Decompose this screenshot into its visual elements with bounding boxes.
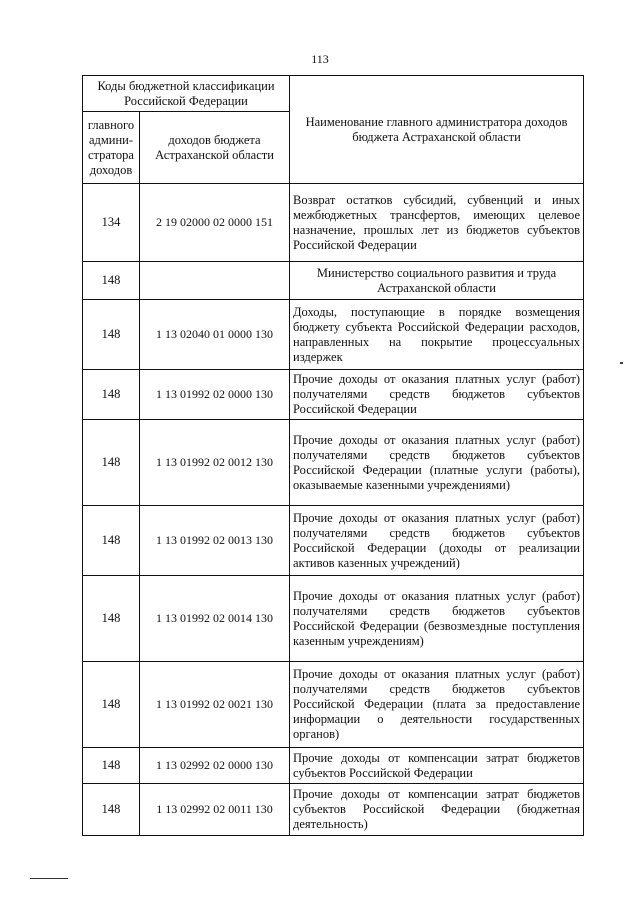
admin-code: 134 xyxy=(83,184,140,262)
admin-code: 148 xyxy=(83,576,140,662)
header-group-title: Коды бюджетной классификации Российской Федерации xyxy=(83,76,290,112)
income-code: 1 13 02992 02 0011 130 xyxy=(140,784,290,836)
table-row xyxy=(83,784,584,836)
income-name: Прочие доходы от компенсации затрат бюджетов субъектов Российской Федерации (бюджетная деятельность) xyxy=(290,784,584,836)
page-number: 113 xyxy=(311,52,329,66)
admin-code: 148 xyxy=(83,370,140,420)
income-name: Прочие доходы от компенсации затрат бюджетов субъектов Российской Федерации xyxy=(290,748,584,784)
admin-code: 148 xyxy=(83,262,140,300)
income-name: Прочие доходы от оказания платных услуг (работ) получателями средств бюджетов субъектов Российской Федерации (безвозмездные поступления казенным учреждениям) xyxy=(290,576,584,662)
income-code: 1 13 01992 02 0014 130 xyxy=(140,576,290,662)
admin-code: 148 xyxy=(83,662,140,748)
table-row xyxy=(83,370,584,420)
header-admin-column: главного админи-стратора доходов xyxy=(83,112,140,184)
admin-code: 148 xyxy=(83,420,140,506)
income-name: Прочие доходы от оказания платных услуг (работ) получателями средств бюджетов субъектов Российской Федерации (доходы от реализации активов казенных учреждений) xyxy=(290,506,584,576)
income-code: 1 13 01992 02 0000 130 xyxy=(140,370,290,420)
income-code: 2 19 02000 02 0000 151 xyxy=(140,184,290,262)
table-row xyxy=(83,420,584,506)
table-row xyxy=(83,576,584,662)
income-name: Доходы, поступающие в порядке возмещения бюджету субъекта Российской Федерации расходов, направленных на покрытие процессуальных издержек xyxy=(290,300,584,370)
table-row xyxy=(83,184,584,262)
admin-code: 148 xyxy=(83,784,140,836)
income-name: Возврат остатков субсидий, субвенций и иных межбюджетных трансфертов, имеющих целевое назначение, прошлых лет из бюджетов субъектов Российской Федерации xyxy=(290,184,584,262)
table-row xyxy=(83,300,584,370)
income-name: Прочие доходы от оказания платных услуг (работ) получателями средств бюджетов субъектов Российской Федерации (платные услуги (работы), оказываемые казенными учреждениями) xyxy=(290,420,584,506)
admin-code: 148 xyxy=(83,506,140,576)
table-row xyxy=(83,662,584,748)
scan-margin-mark xyxy=(620,362,623,364)
income-code: 1 13 02992 02 0000 130 xyxy=(140,748,290,784)
header-income-column: доходов бюджета Астраханской области xyxy=(140,112,290,184)
footnote-rule xyxy=(30,878,68,879)
income-code: 1 13 01992 02 0013 130 xyxy=(140,506,290,576)
table-row xyxy=(83,748,584,784)
admin-code: 148 xyxy=(83,300,140,370)
admin-code: 148 xyxy=(83,748,140,784)
header-name-column: Наименование главного администратора доходов бюджета Астраханской области xyxy=(290,76,584,184)
income-code: 1 13 01992 02 0012 130 xyxy=(140,420,290,506)
income-code: 1 13 01992 02 0021 130 xyxy=(140,662,290,748)
ministry-name: Министерство социального развития и труда Астраханской области xyxy=(290,262,584,300)
income-name: Прочие доходы от оказания платных услуг (работ) получателями средств бюджетов субъектов Российской Федерации (плата за предоставление информации о деятельности государственных органов) xyxy=(290,662,584,748)
budget-classification-table xyxy=(82,75,584,836)
income-name: Прочие доходы от оказания платных услуг (работ) получателями средств бюджетов субъектов Российской Федерации xyxy=(290,370,584,420)
table-row xyxy=(83,506,584,576)
table-row xyxy=(83,262,584,300)
income-code xyxy=(140,262,290,300)
income-code: 1 13 02040 01 0000 130 xyxy=(140,300,290,370)
